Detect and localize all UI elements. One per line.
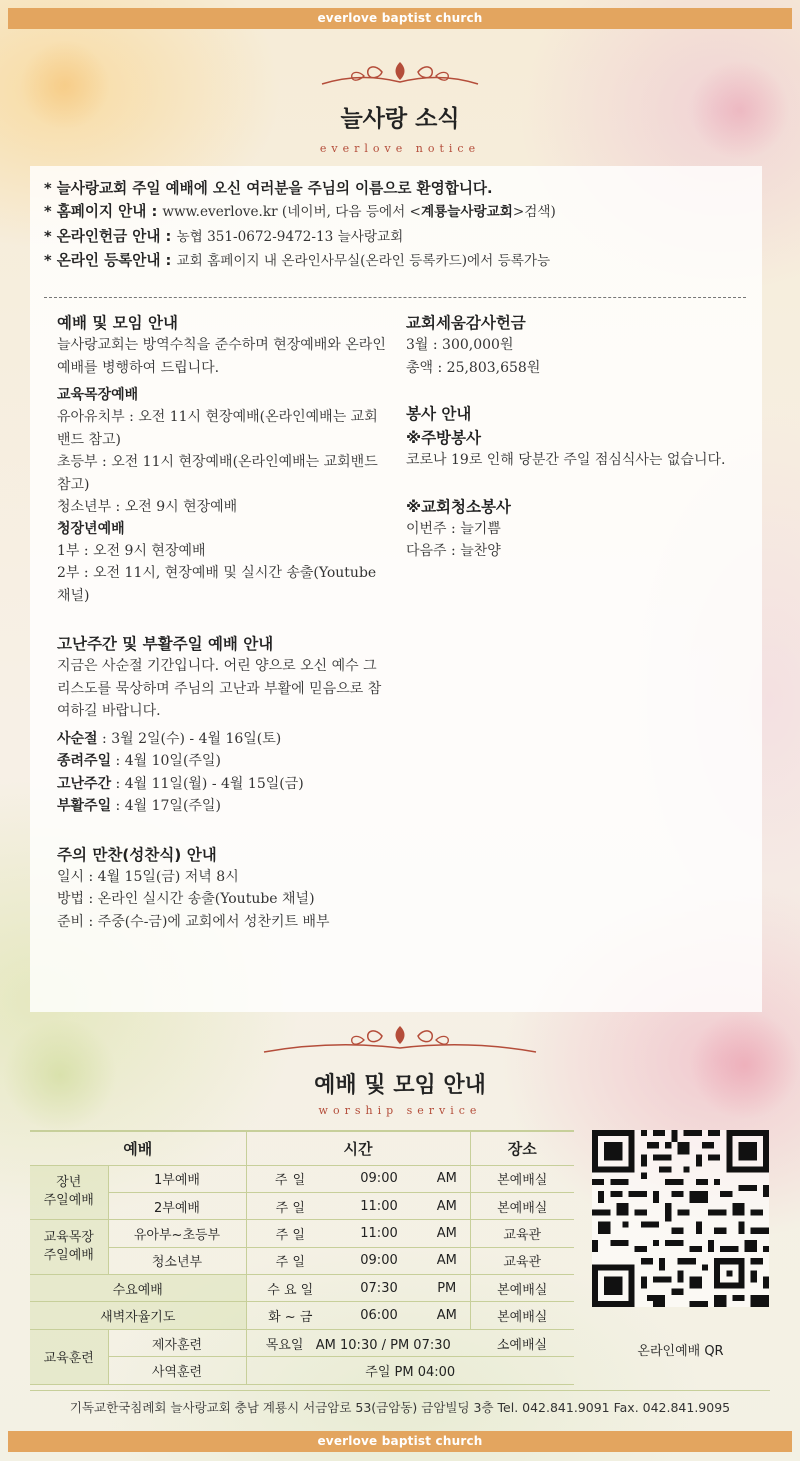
table-row — [30, 1329, 574, 1356]
row-time: 09:00 — [334, 1165, 424, 1192]
table-row — [30, 1220, 574, 1247]
homepage-label: * 홈페이지 안내 : — [44, 203, 163, 221]
easter-row — [57, 795, 387, 818]
cleaning-this-week: 이번주 : 늘기쁨 — [406, 520, 501, 537]
row-time: 11:00 — [334, 1220, 424, 1247]
row-name: 2부예배 — [108, 1192, 246, 1219]
registration-value: 교회 홈페이지 내 온라인사무실(온라인 등록카드)에서 등록가능 — [176, 253, 551, 270]
group-adult-label: 장년 주일예배 — [30, 1165, 108, 1220]
row-place: 본예배실 — [470, 1165, 574, 1192]
row-ampm: PM — [424, 1275, 470, 1302]
welcome-line: * 늘사랑교회 주일 예배에 오신 여러분을 주님의 이름으로 환영합니다. — [44, 180, 493, 197]
easter-row — [57, 728, 387, 751]
row-day: 주 일 — [246, 1192, 334, 1219]
worship-notice-title: 예배 및 모임 안내 — [57, 314, 179, 332]
worship-table-subtitle: worship service — [318, 1104, 482, 1117]
worship-schedule-table — [30, 1130, 574, 1385]
easter-row-label: 사순절 — [57, 730, 98, 747]
header-place: 장소 — [470, 1131, 574, 1165]
row-time: 11:00 — [334, 1192, 424, 1219]
footer-address: 기독교한국침례회 늘사랑교회 충남 계룡시 서금암로 53(금암동) 금암빌딩 3층 Tel. 042.841.9091 Fax. 042.841.9095 — [69, 1400, 731, 1415]
row-time: 목요일 AM 10:30 / PM 07:30 — [246, 1329, 470, 1356]
offering-account: 농협 351-0672-9472-13 늘사랑교회 — [176, 228, 404, 245]
ornament-icon — [320, 58, 480, 92]
row-name: 청소년부 — [108, 1247, 246, 1274]
row-time: 06:00 — [334, 1302, 424, 1329]
ornament-icon — [262, 1022, 538, 1058]
communion-line: 방법 : 온라인 실시간 송출(Youtube 채널) — [57, 891, 315, 907]
cleaning-next-week: 다음주 : 늘찬양 — [406, 543, 501, 559]
row-place: 교육관 — [470, 1220, 574, 1247]
adult-line-1: 1부 : 오전 9시 현장예배 — [57, 542, 206, 559]
homepage-keyword: 계룡늘사랑교회 — [420, 204, 513, 221]
row-place: 교육관 — [470, 1247, 574, 1274]
right-column — [406, 312, 736, 563]
kitchen-service-text: 코로나 19로 인해 당분간 주일 점심식사는 없습니다. — [406, 452, 726, 468]
row-place: 소예배실 — [470, 1329, 574, 1356]
table-row — [30, 1275, 574, 1302]
row-day: 주 일 — [246, 1220, 334, 1247]
easter-row-label: 종려주일 — [57, 753, 112, 769]
row-time: 주일 PM 04:00 — [246, 1357, 574, 1384]
row-name: 1부예배 — [108, 1165, 246, 1192]
worship-table-title: 예배 및 모임 안내 — [314, 1072, 486, 1098]
row-ampm: AM — [424, 1192, 470, 1219]
easter-row-value: : 4월 10일(주일) — [111, 753, 221, 769]
edu-line-2: 초등부 : 오전 11시 현장예배(온라인예배는 교회밴드 참고) — [57, 454, 378, 493]
group-training-label: 교육훈련 — [30, 1329, 108, 1384]
easter-desc: 지금은 사순절 기간입니다. 어린 양으로 오신 예수 그리스도를 묵상하며 주님의 고난과 부활에 믿음으로 참여하길 바랍니다. — [57, 658, 382, 719]
homepage-note-a: (네이버, 다음 등에서 < — [277, 204, 421, 221]
table-row — [30, 1357, 574, 1384]
homepage-url[interactable]: www.everlove.kr — [162, 204, 278, 221]
offering-month: 3월 : 300,000원 — [406, 337, 514, 353]
row-place: 본예배실 — [470, 1192, 574, 1219]
row-day: 화 ~ 금 — [246, 1302, 334, 1329]
row-day: 수 요 일 — [246, 1275, 334, 1302]
row-day: 주 일 — [246, 1247, 334, 1274]
row-name: 수요예배 — [30, 1275, 246, 1302]
table-row — [30, 1165, 574, 1192]
row-day: 주 일 — [246, 1165, 334, 1192]
footer-divider — [30, 1390, 770, 1391]
header-time: 시간 — [246, 1131, 470, 1165]
registration-line — [44, 249, 754, 273]
qr-caption: 온라인예배 QR — [637, 1344, 724, 1359]
offering-title: 교회세움감사헌금 — [406, 314, 526, 332]
intro-block — [44, 177, 754, 274]
adult-line-2: 2부 : 오전 11시, 현장예배 및 실시간 송출(Youtube 채널) — [57, 565, 377, 604]
row-time: 09:00 — [334, 1247, 424, 1274]
easter-title: 고난주간 및 부활주일 예배 안내 — [57, 635, 274, 653]
row-name: 사역훈련 — [108, 1357, 246, 1384]
table-row — [30, 1302, 574, 1329]
worship-notice-desc: 늘사랑교회는 방역수칙을 준수하며 현장예배와 온라인예배를 병행하여 드립니다. — [57, 337, 386, 376]
row-name: 유아부~초등부 — [108, 1220, 246, 1247]
registration-label: * 온라인 등록안내 : — [44, 252, 177, 270]
easter-row-value: : 4월 11일(월) - 4월 15일(금) — [111, 775, 304, 792]
row-ampm: AM — [424, 1220, 470, 1247]
table-row — [30, 1192, 574, 1219]
communion-line: 일시 : 4월 15일(금) 저녁 8시 — [57, 868, 239, 885]
dashed-divider — [44, 297, 746, 298]
row-ampm: AM — [424, 1302, 470, 1329]
group-edu-label: 교육목장 주일예배 — [30, 1220, 108, 1275]
edu-worship-title: 교육목장예배 — [57, 387, 139, 403]
table-header-row — [30, 1131, 574, 1165]
easter-row-value: : 3월 2일(수) - 4월 16일(토) — [97, 730, 282, 747]
easter-row-value: : 4월 17일(주일) — [111, 798, 221, 814]
row-time: 07:30 — [334, 1275, 424, 1302]
row-ampm: AM — [424, 1165, 470, 1192]
edu-line-1: 유아유치부 : 오전 11시 현장예배(온라인예배는 교회밴드 참고) — [57, 409, 378, 448]
left-column — [57, 312, 387, 933]
homepage-note-b: >검색) — [512, 204, 556, 221]
easter-row — [57, 750, 387, 773]
row-place: 본예배실 — [470, 1275, 574, 1302]
notice-title: 늘사랑 소식 — [340, 106, 460, 132]
communion-title: 주의 만찬(성찬식) 안내 — [57, 845, 217, 864]
easter-row-label: 부활주일 — [57, 798, 112, 814]
qr-code[interactable] — [592, 1130, 769, 1307]
row-name: 제자훈련 — [108, 1329, 246, 1356]
cleaning-service-title: ※교회청소봉사 — [406, 497, 511, 516]
communion-line: 준비 : 주중(수-금)에 교회에서 성찬키트 배부 — [57, 913, 330, 930]
easter-row-label: 고난주간 — [57, 775, 112, 792]
offering-total: 총액 : 25,803,658원 — [406, 359, 541, 376]
homepage-line — [44, 200, 754, 224]
easter-row — [57, 773, 387, 796]
header-band: everlove baptist church — [8, 8, 792, 29]
offering-line — [44, 225, 754, 249]
service-title: 봉사 안내 — [406, 405, 472, 423]
table-row — [30, 1247, 574, 1274]
row-name: 새벽자율기도 — [30, 1302, 246, 1329]
row-place: 본예배실 — [470, 1302, 574, 1329]
kitchen-service-title: ※주방봉사 — [406, 429, 481, 447]
header-worship: 예배 — [30, 1131, 246, 1165]
edu-line-3: 청소년부 : 오전 9시 현장예배 — [57, 499, 238, 515]
offering-label: * 온라인헌금 안내 : — [44, 227, 177, 245]
notice-subtitle: everlove notice — [319, 142, 481, 155]
adult-worship-title: 청장년예배 — [57, 520, 125, 537]
footer-band: everlove baptist church — [8, 1431, 792, 1452]
row-ampm: AM — [424, 1247, 470, 1274]
